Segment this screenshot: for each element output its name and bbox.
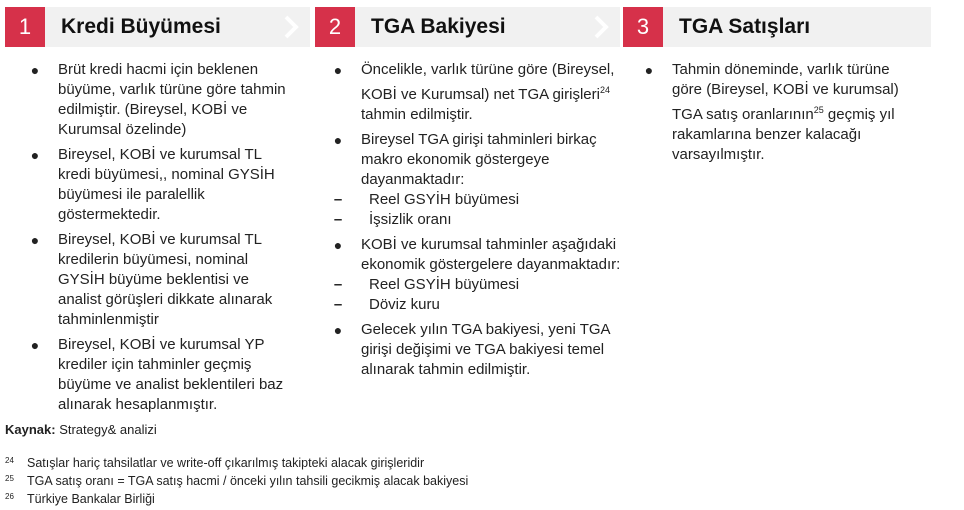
step-number: 2 bbox=[315, 7, 355, 47]
footnote-ref: 24 bbox=[599, 85, 610, 95]
step-header-3 bbox=[623, 7, 931, 47]
bullet-item: ● Bireysel, KOBİ ve kurumsal TL kredilerin büyümesi, nominal GYSİH büyüme beklentisi ve analist görüşleri dikkate alınarak tahminlenmiştir bbox=[28, 230, 290, 330]
bullet-icon: ● bbox=[644, 62, 654, 78]
chevron-right-icon bbox=[282, 15, 300, 39]
step-2-content bbox=[331, 60, 623, 385]
dash-icon: – bbox=[333, 211, 343, 228]
footnote-number: 26 bbox=[5, 492, 14, 501]
dash-icon: – bbox=[333, 276, 343, 293]
bullet-icon: ● bbox=[30, 62, 40, 78]
bullet-icon: ● bbox=[30, 147, 40, 163]
bullet-icon: ● bbox=[333, 322, 343, 338]
footnote-number: 25 bbox=[5, 474, 14, 483]
bullet-icon: ● bbox=[333, 62, 343, 78]
step-3-content bbox=[642, 60, 904, 170]
step-number: 1 bbox=[5, 7, 45, 47]
bullet-item: ● KOBİ ve kurumsal tahminler aşağıdaki ekonomik göstergelere dayanmaktadır: bbox=[331, 235, 623, 275]
step-title: Kredi Büyümesi bbox=[61, 15, 221, 38]
bullet-icon: ● bbox=[30, 232, 40, 248]
footnote-ref: 25 bbox=[813, 105, 824, 115]
footnote: $^{25}$ TGA satış oranı = TGA satış hacmi / önceki yılın tahsili gecikmiş alacak bakiyesi bbox=[5, 474, 469, 488]
bullet-icon: ● bbox=[30, 337, 40, 353]
step-header-1 bbox=[5, 7, 310, 47]
sub-item: – Döviz kuru bbox=[331, 295, 623, 315]
bullet-item: ● Bireysel TGA girişi tahminleri birkaç makro ekonomik göstergeye dayanmaktadır: bbox=[331, 130, 623, 190]
footnote: $^{26}$ Türkiye Bankalar Birliği bbox=[5, 492, 155, 506]
bullet-item: ● Brüt kredi hacmi için beklenen büyüme, varlık türüne göre tahmin edilmiştir. (Bireysel, KOBİ ve Kurumsal özelinde) bbox=[28, 60, 290, 140]
bullet-item: ● Gelecek yılın TGA bakiyesi, yeni TGA girişi değişimi ve TGA bakiyesi temel alınarak tahmin edilmiştir. bbox=[331, 320, 623, 380]
bullet-icon: ● bbox=[333, 237, 343, 253]
footnote: $^{24}$ Satışlar hariç tahsilatlar ve write-off çıkarılmış takipteki alacak girişleridir bbox=[5, 456, 425, 470]
bullet-item: ● Bireysel, KOBİ ve kurumsal YP krediler için tahminler geçmiş büyüme ve analist beklentileri baz alınarak hesaplanmıştır. bbox=[28, 335, 290, 415]
sub-item: – Reel GSYİH büyümesi bbox=[331, 275, 623, 295]
chevron-right-icon bbox=[592, 15, 610, 39]
bullet-item: ● Tahmin döneminde, varlık türüne göre (Bireysel, KOBİ ve kurumsal) TGA satış oranlarının$^{25}$ geçmiş yıl rakamlarına benzer kalacağı varsayılmıştır. bbox=[642, 60, 904, 165]
bullet-item: ● Öncelikle, varlık türüne göre (Bireysel, KOBİ ve Kurumsal) net TGA girişleri$^{24}$ tahmin edilmiştir. bbox=[331, 60, 623, 125]
source-label: Kaynak: bbox=[5, 422, 56, 437]
step-title: TGA Bakiyesi bbox=[371, 15, 506, 38]
footnote-number: 24 bbox=[5, 456, 14, 465]
bullet-icon: ● bbox=[333, 132, 343, 148]
step-title: TGA Satışları bbox=[679, 15, 811, 38]
sub-item: – Reel GSYİH büyümesi bbox=[331, 190, 623, 210]
dash-icon: – bbox=[333, 296, 343, 313]
step-number: 3 bbox=[623, 7, 663, 47]
bullet-item: ● Bireysel, KOBİ ve kurumsal TL kredi büyümesi,, nominal GYSİH büyümesi ile paralellik göstermektedir. bbox=[28, 145, 290, 225]
step-1-content bbox=[28, 60, 290, 420]
step-header-2 bbox=[315, 7, 620, 47]
source-text: Strategy& analizi bbox=[55, 422, 157, 437]
dash-icon: – bbox=[333, 191, 343, 208]
sub-item: – İşsizlik oranı bbox=[331, 210, 623, 230]
source-note bbox=[5, 422, 157, 437]
